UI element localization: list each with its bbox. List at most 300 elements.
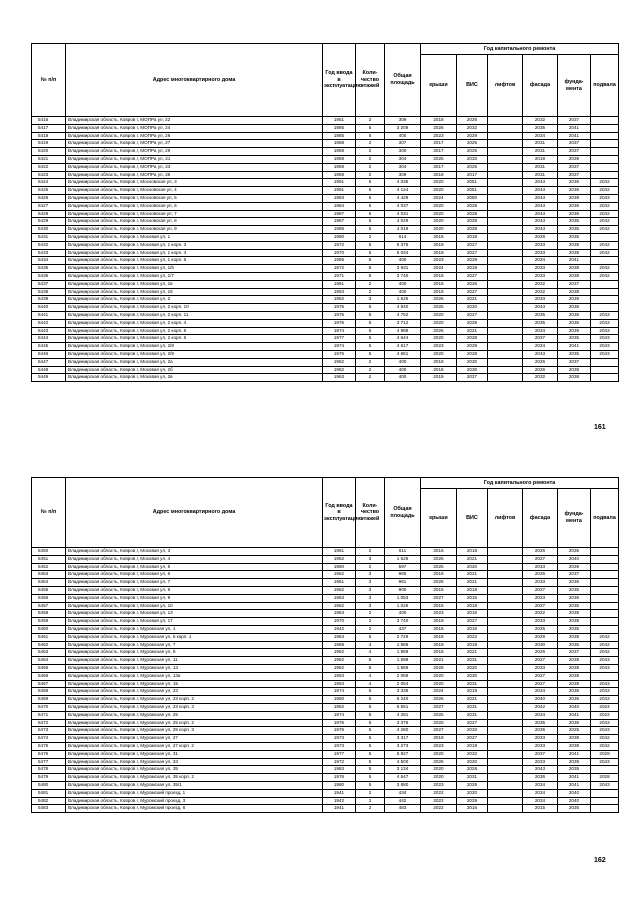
facade-year: 2036 [523, 774, 558, 782]
roof-year: 2019 [421, 735, 457, 743]
lift-year [488, 148, 523, 156]
address: Владимирская область, Ковров г, Моховая ул, 16 [66, 288, 323, 296]
roof-year: 2024 [421, 688, 457, 696]
table-row [32, 664, 619, 672]
basement-year [591, 797, 619, 805]
floors: 3 [356, 571, 385, 579]
basement-year [591, 171, 619, 179]
foundation-year: 2038 [558, 719, 591, 727]
floors: 3 [356, 296, 385, 304]
facade-year: 2025 [523, 625, 558, 633]
row-id: 5429 [32, 218, 66, 226]
lift-year [488, 548, 523, 556]
floors: 5 [356, 311, 385, 319]
address: Владимирская область, Ковров г, Моховая ул, 2 корп. 11 [66, 311, 323, 319]
vis-year: 2021 [457, 649, 488, 657]
address: Владимирская область, Ковров г, Моховая ул, 2 корп. 4 [66, 319, 323, 327]
area: 4 940 [385, 304, 421, 312]
area: 400 [385, 132, 421, 140]
table-row [32, 311, 619, 319]
vis-year: 2026 [457, 280, 488, 288]
roof-year: 2018 [421, 117, 457, 125]
facade-year: 2028 [523, 233, 558, 241]
foundation-year: 2035 [558, 335, 591, 343]
year-built: 1972 [323, 758, 356, 766]
basement-year [591, 132, 619, 140]
roof-year: 2017 [421, 140, 457, 148]
roof-year: 2020 [421, 226, 457, 234]
roof-year: 2019 [421, 249, 457, 257]
address: Владимирская область, Ковров г, Муромская ул, 13 [66, 664, 323, 672]
area: 400 [385, 257, 421, 265]
lift-year [488, 657, 523, 665]
facade-year: 2027 [523, 672, 558, 680]
basement-year [591, 296, 619, 304]
year-built: 1962 [323, 366, 356, 374]
row-id: 5425 [32, 187, 66, 195]
vis-year: 2018 [457, 602, 488, 610]
address: Владимирская область, Ковров г, Московская ул, 9 [66, 226, 323, 234]
year-built: 1984 [323, 202, 356, 210]
facade-year: 2034 [523, 257, 558, 265]
area: 400 [385, 366, 421, 374]
address: Владимирская область, Ковров г, Муромская ул, 33 [66, 758, 323, 766]
row-id: 5416 [32, 117, 66, 125]
row-id: 5477 [32, 758, 66, 766]
vis-year: 2018 [457, 233, 488, 241]
area: 1 525 [385, 296, 421, 304]
basement-year: 2043 [591, 664, 619, 672]
foundation-year: 2038 [558, 304, 591, 312]
table-row [32, 327, 619, 335]
basement-year: 2042 [591, 272, 619, 280]
year-built: 1958 [323, 140, 356, 148]
foundation-year: 2041 [558, 257, 591, 265]
table-row [32, 249, 619, 257]
year-built: 1958 [323, 155, 356, 163]
foundation-year: 2041 [558, 750, 591, 758]
foundation-year: 2039 [558, 327, 591, 335]
floors: 5 [356, 249, 385, 257]
address: Владимирская область, Ковров г, Моховая ул, 1 корп. 4 [66, 249, 323, 257]
foundation-year: 2037 [558, 280, 591, 288]
facade-year: 2015 [523, 805, 558, 813]
year-built: 1975 [323, 350, 356, 358]
year-built: 1975 [323, 311, 356, 319]
vis-year: 2027 [457, 311, 488, 319]
year-built: 1960 [323, 233, 356, 241]
row-id: 5434 [32, 257, 66, 265]
year-built: 1941 [323, 789, 356, 797]
vis-year: 2028 [457, 335, 488, 343]
floors: 5 [356, 257, 385, 265]
header-num: № п/п [32, 44, 66, 117]
address: Владимирская область, Ковров г, Муромская ул, 25 корп. 3 [66, 727, 323, 735]
row-id: 5476 [32, 750, 66, 758]
vis-year: 2022 [457, 633, 488, 641]
vis-year: 2050 [457, 194, 488, 202]
foundation-year: 2037 [558, 148, 591, 156]
area: 4 429 [385, 194, 421, 202]
row-id: 5450 [32, 548, 66, 556]
facade-year: 2032 [523, 280, 558, 288]
table-row [32, 140, 619, 148]
area: 307 [385, 140, 421, 148]
roof-year: 2019 [421, 241, 457, 249]
year-built: 1973 [323, 735, 356, 743]
vis-year: 2019 [457, 641, 488, 649]
vis-year: 2020 [457, 664, 488, 672]
page-number: 161 [594, 424, 606, 431]
roof-year: 2027 [421, 727, 457, 735]
foundation-year: 2036 [558, 226, 591, 234]
basement-year: 2043 [591, 319, 619, 327]
table-row [32, 781, 619, 789]
area: 4 124 [385, 187, 421, 195]
area: 4 280 [385, 727, 421, 735]
roof-year: 2023 [421, 132, 457, 140]
lift-year [488, 703, 523, 711]
header-year: Год ввода в эксплуатацию [323, 478, 356, 548]
vis-year: 2051 [457, 187, 488, 195]
row-id: 5465 [32, 664, 66, 672]
facade-year: 2035 [523, 319, 558, 327]
floors: 2 [356, 117, 385, 125]
table-row [32, 586, 619, 594]
floors: 5 [356, 194, 385, 202]
facade-year: 2032 [523, 117, 558, 125]
year-built: 1963 [323, 288, 356, 296]
year-built: 1963 [323, 374, 356, 382]
basement-year [591, 766, 619, 774]
area: 434 [385, 789, 421, 797]
foundation-year: 2040 [558, 555, 591, 563]
area: 4 035 [385, 179, 421, 187]
table-row [32, 304, 619, 312]
roof-year: 2018 [421, 571, 457, 579]
foundation-year: 2038 [558, 688, 591, 696]
lift-year [488, 296, 523, 304]
area: 5 240 [385, 696, 421, 704]
facade-year: 2033 [523, 265, 558, 273]
area: 965 [385, 571, 421, 579]
year-built: 1960 [323, 563, 356, 571]
table-row [32, 548, 619, 556]
lift-year [488, 124, 523, 132]
floors: 5 [356, 202, 385, 210]
foundation-year: 2037 [558, 117, 591, 125]
lift-year [488, 758, 523, 766]
row-id: 5424 [32, 179, 66, 187]
area: 4 281 [385, 711, 421, 719]
area: 5 034 [385, 249, 421, 257]
facade-year: 2033 [523, 272, 558, 280]
year-built: 1942 [323, 625, 356, 633]
address: Владимирская область, Ковров г, Моховая ул, 5 [66, 563, 323, 571]
area: 900 [385, 586, 421, 594]
row-id: 5466 [32, 672, 66, 680]
floors: 5 [356, 335, 385, 343]
row-id: 5455 [32, 586, 66, 594]
facade-year: 2043 [523, 226, 558, 234]
lift-year [488, 179, 523, 187]
address: Владимирская область, Ковров г, Моховая ул, 13 [66, 610, 323, 618]
address: Владимирская область, Ковров г, МОПРа ул, 24 [66, 124, 323, 132]
roof-year: 2026 [421, 579, 457, 587]
area: 1 598 [385, 657, 421, 665]
vis-year: 2026 [457, 117, 488, 125]
year-built: 1970 [323, 249, 356, 257]
roof-year: 2019 [421, 641, 457, 649]
vis-year: 2028 [457, 202, 488, 210]
foundation-year: 2038 [558, 311, 591, 319]
header-repair-group: Год капитального ремонта [421, 44, 619, 55]
table-row [32, 335, 619, 343]
roof-year: 2022 [421, 797, 457, 805]
lift-year [488, 781, 523, 789]
year-built: 1951 [323, 117, 356, 125]
table-row [32, 579, 619, 587]
address: Владимирская область, Ковров г, Муромская ул, 35/1 [66, 781, 323, 789]
foundation-year: 2025 [558, 727, 591, 735]
address: Владимирская область, Ковров г, Моховая ул, 9 [66, 594, 323, 602]
area: 6 375 [385, 241, 421, 249]
year-built: 1985 [323, 124, 356, 132]
row-id: 5459 [32, 618, 66, 626]
foundation-year: 2039 [558, 563, 591, 571]
address: Владимирская область, Ковров г, Муромская ул, 11 [66, 657, 323, 665]
basement-year [591, 579, 619, 587]
roof-year: 2020 [421, 350, 457, 358]
year-built: 1974 [323, 688, 356, 696]
basement-year: 2043 [591, 680, 619, 688]
address: Владимирская область, Ковров г, МОПРа ул, 27 [66, 140, 323, 148]
address: Владимирская область, Ковров г, Муромская ул, 23 корп. 2 [66, 696, 323, 704]
year-built: 1972 [323, 241, 356, 249]
area: 4 651 [385, 350, 421, 358]
area: 4 037 [385, 202, 421, 210]
vis-year: 2033 [457, 727, 488, 735]
year-built: 1963 [323, 594, 356, 602]
header-roof: крыши [421, 55, 457, 117]
roof-year: 2016 [421, 625, 457, 633]
year-built: 1941 [323, 805, 356, 813]
foundation-year: 2038 [558, 618, 591, 626]
lift-year [488, 727, 523, 735]
row-id: 5437 [32, 280, 66, 288]
table-row [32, 202, 619, 210]
lift-year [488, 688, 523, 696]
table-row [32, 226, 619, 234]
basement-year: 2029 [591, 750, 619, 758]
row-id: 5456 [32, 594, 66, 602]
year-built: 1983 [323, 766, 356, 774]
header-address: Адрес многоквартирного дома [66, 44, 323, 117]
floors: 2 [356, 358, 385, 366]
table-row [32, 789, 619, 797]
foundation-year: 2039 [558, 194, 591, 202]
year-built: 1971 [323, 272, 356, 280]
area: 2 059 [385, 672, 421, 680]
vis-year: 2051 [457, 179, 488, 187]
vis-year: 2017 [457, 171, 488, 179]
facade-year: 2022 [523, 610, 558, 618]
facade-year: 2027 [523, 680, 558, 688]
vis-year: 2028 [457, 766, 488, 774]
area: 309 [385, 171, 421, 179]
lift-year [488, 641, 523, 649]
basement-year: 2042 [591, 742, 619, 750]
roof-year: 2023 [421, 781, 457, 789]
address: Владимирская область, Ковров г, Муромская ул, 9 [66, 649, 323, 657]
foundation-year: 2035 [558, 319, 591, 327]
roof-year: 2027 [421, 594, 457, 602]
table-row [32, 343, 619, 351]
vis-year: 2025 [457, 163, 488, 171]
lift-year [488, 311, 523, 319]
address: Владимирская область, Ковров г, Муромский проезд, 3 [66, 797, 323, 805]
table-row [32, 774, 619, 782]
address: Владимирская область, Ковров г, МОПРа ул, 31 [66, 155, 323, 163]
address: Владимирская область, Ковров г, Моховая ул, 2/8 [66, 343, 323, 351]
capital-repair-table-1 [31, 43, 619, 382]
row-id: 5481 [32, 789, 66, 797]
roof-year: 2024 [421, 265, 457, 273]
vis-year: 2030 [457, 366, 488, 374]
page-number: 162 [594, 857, 606, 864]
area: 3 317 [385, 735, 421, 743]
foundation-year: 2038 [558, 633, 591, 641]
roof-year: 2025 [421, 155, 457, 163]
roof-year: 2026 [421, 296, 457, 304]
floors: 3 [356, 594, 385, 602]
vis-year: 2020 [457, 563, 488, 571]
table-row [32, 366, 619, 374]
area: 4 752 [385, 311, 421, 319]
lift-year [488, 563, 523, 571]
table-row [32, 797, 619, 805]
foundation-year: 2036 [558, 187, 591, 195]
facade-year: 2034 [523, 797, 558, 805]
address: Владимирская область, Ковров г, Муромский проезд, 6 [66, 805, 323, 813]
area: 400 [385, 288, 421, 296]
foundation-year: 2037 [558, 649, 591, 657]
row-id: 5427 [32, 202, 66, 210]
vis-year: 2020 [457, 304, 488, 312]
lift-year [488, 288, 523, 296]
floors: 3 [356, 579, 385, 587]
address: Владимирская область, Ковров г, Муромская ул, 35 корп. 2 [66, 774, 323, 782]
address: Владимирская область, Ковров г, Муромская ул, 1 [66, 625, 323, 633]
table-row [32, 750, 619, 758]
year-built: 1962 [323, 649, 356, 657]
row-id: 5468 [32, 688, 66, 696]
table-row [32, 719, 619, 727]
table-row [32, 374, 619, 382]
basement-year [591, 610, 619, 618]
area: 4 617 [385, 343, 421, 351]
foundation-year: 2039 [558, 680, 591, 688]
row-id: 5445 [32, 343, 66, 351]
floors: 5 [356, 758, 385, 766]
roof-year: 2015 [421, 602, 457, 610]
floors: 2 [356, 789, 385, 797]
floors: 5 [356, 304, 385, 312]
table-row [32, 766, 619, 774]
row-id: 5436 [32, 272, 66, 280]
floors: 4 [356, 641, 385, 649]
roof-year: 2022 [421, 805, 457, 813]
address: Владимирская область, Ковров г, Моховая ул, 1 корп. 6 [66, 257, 323, 265]
basement-year [591, 163, 619, 171]
table-row [32, 241, 619, 249]
area: 304 [385, 163, 421, 171]
roof-year: 2020 [421, 218, 457, 226]
year-built: 1962 [323, 703, 356, 711]
lift-year [488, 117, 523, 125]
roof-year: 2018 [421, 366, 457, 374]
lift-year [488, 280, 523, 288]
row-id: 5444 [32, 335, 66, 343]
facade-year: 2033 [523, 579, 558, 587]
vis-year: 2021 [457, 296, 488, 304]
vis-year: 2018 [457, 548, 488, 556]
header-roof: крыши [421, 489, 457, 548]
year-built: 1955 [323, 257, 356, 265]
foundation-year: 2041 [558, 343, 591, 351]
facade-year: 2034 [523, 781, 558, 789]
area: 4 644 [385, 335, 421, 343]
vis-year: 2019 [457, 265, 488, 273]
table-row [32, 171, 619, 179]
row-id: 5430 [32, 226, 66, 234]
table-row [32, 233, 619, 241]
foundation-year: 2040 [558, 789, 591, 797]
address: Владимирская область, Ковров г, Московская ул, 4 [66, 187, 323, 195]
table-row [32, 155, 619, 163]
row-id: 5462 [32, 641, 66, 649]
floors: 2 [356, 797, 385, 805]
area: 1 053 [385, 594, 421, 602]
facade-year: 2043 [523, 766, 558, 774]
lift-year [488, 132, 523, 140]
area: 3 631 [385, 265, 421, 273]
table-row [32, 696, 619, 704]
address: Владимирская область, Ковров г, МОПРа ул, 29 [66, 148, 323, 156]
area: 614 [385, 233, 421, 241]
roof-year: 2018 [421, 272, 457, 280]
area: 3 376 [385, 719, 421, 727]
foundation-year: 2037 [558, 358, 591, 366]
vis-year: 2030 [457, 672, 488, 680]
header-area: Общая площадь [385, 44, 421, 117]
area: 400 [385, 610, 421, 618]
floors: 2 [356, 548, 385, 556]
row-id: 5438 [32, 288, 66, 296]
foundation-year: 2036 [558, 696, 591, 704]
basement-year: 2042 [591, 187, 619, 195]
basement-year [591, 555, 619, 563]
floors: 2 [356, 155, 385, 163]
table-row [32, 358, 619, 366]
year-built: 1963 [323, 633, 356, 641]
address: Владимирская область, Ковров г, Московская ул, 6 [66, 202, 323, 210]
facade-year: 2034 [523, 789, 558, 797]
roof-year: 2023 [421, 343, 457, 351]
facade-year: 2030 [523, 641, 558, 649]
floors: 5 [356, 703, 385, 711]
facade-year: 2033 [523, 563, 558, 571]
